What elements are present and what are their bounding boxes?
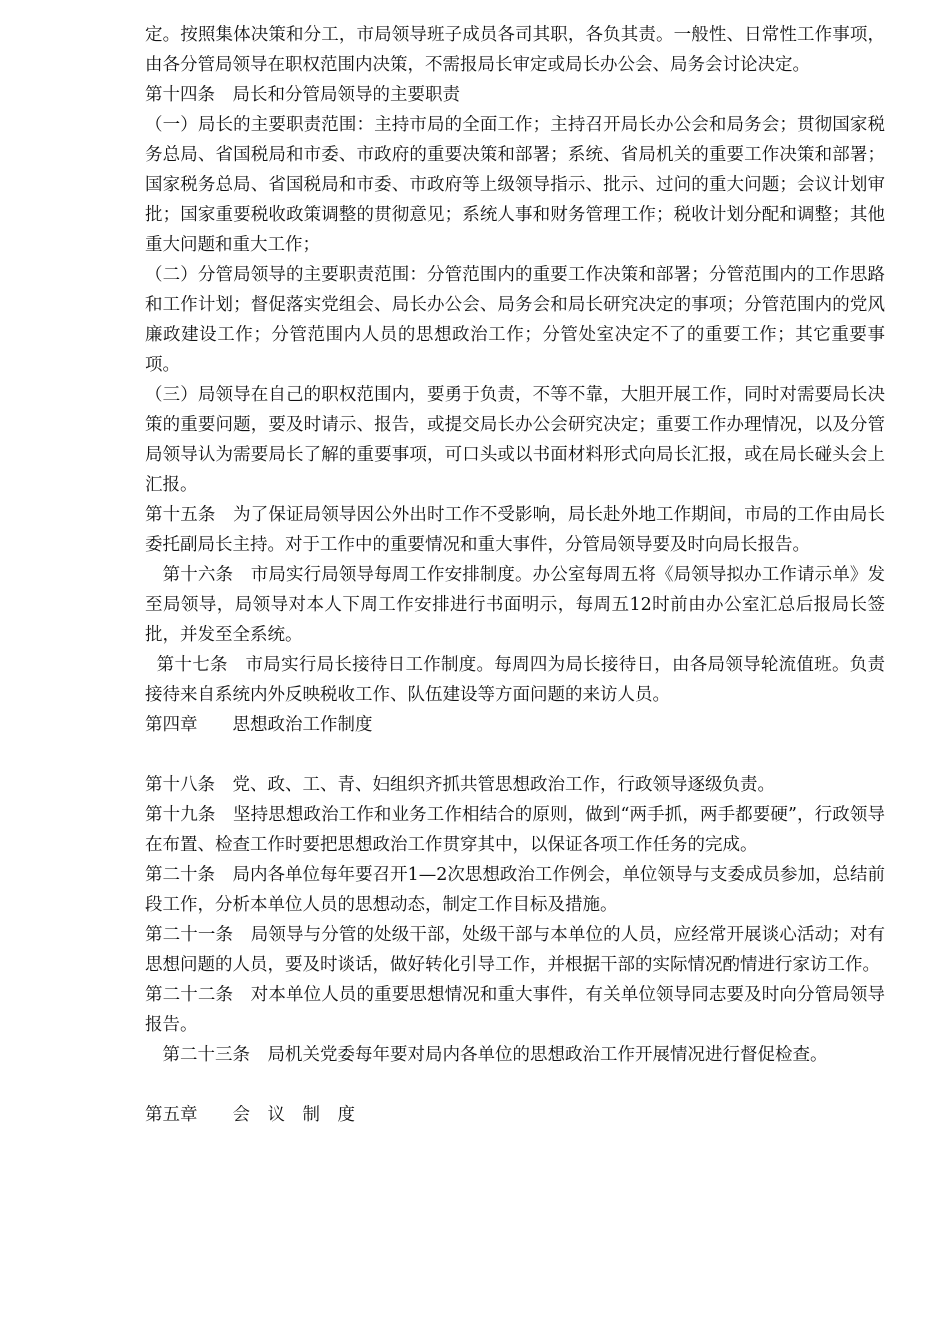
blank-line [145, 740, 885, 770]
article-19: 第十九条 坚持思想政治工作和业务工作相结合的原则，做到“两手抓，两手都要硬”，行政领导在布置、检查工作时要把思想政治工作贯穿其中，以保证各项工作任务的完成。 [145, 805, 885, 855]
article-23: 第二十三条 局机关党委每年要对局内各单位的思想政治工作开展情况进行督促检查。 [145, 1045, 828, 1065]
article-17: 第十七条 市局实行局长接待日工作制度。每周四为局长接待日，由各局领导轮流值班。负责接待来自系统内外反映税收工作、队伍建设等方面问题的来访人员。 [145, 655, 885, 705]
blank-line [145, 1070, 885, 1100]
paragraph-continuation: 定。按照集体决策和分工，市局领导班子成员各司其职，各负其责。一般性、日常性工作事项，由各分管局领导在职权范围内决策，不需报局长审定或局长办公会、局务会讨论决定。 [145, 25, 885, 75]
article-21: 第二十一条 局领导与分管的处级干部，处级干部与本单位的人员，应经常开展谈心活动；对有思想问题的人员，要及时谈话，做好转化引导工作，并根据干部的实际情况酌情进行家访工作。 [145, 925, 885, 975]
chapter-5-heading: 第五章 会 议 制 度 [145, 1105, 355, 1125]
article-14-heading: 第十四条 局长和分管局领导的主要职责 [145, 85, 460, 105]
article-20: 第二十条 局内各单位每年要召开1—2次思想政治工作例会，单位领导与支委成员参加，总结前段工作，分析本单位人员的思想动态，制定工作目标及措施。 [145, 865, 885, 915]
article-15: 第十五条 为了保证局领导因公外出时工作不受影响，局长赴外地工作期间，市局的工作由局长委托副局长主持。对于工作中的重要情况和重大事件，分管局领导要及时向局长报告。 [145, 505, 885, 555]
chapter-4-heading: 第四章 思想政治工作制度 [145, 715, 373, 735]
paragraph-director-duties: （一）局长的主要职责范围：主持市局的全面工作；主持召开局长办公会和局务会；贯彻国家税务总局、省国税局和市委、市政府的重要决策和部署；系统、省局机关的重要工作决策和部署；国家税务总局、省国税局和市委、市政府等上级领导指示、批示、过问的重大问题；会议计划审批；国家重要税收政策调整的贯彻意见；系统人事和财务管理工作；税收计划分配和调整；其他重大问题和重大工作； [145, 115, 885, 255]
article-22: 第二十二条 对本单位人员的重要思想情况和重大事件，有关单位领导同志要及时向分管局领导报告。 [145, 985, 885, 1035]
document-body [145, 20, 885, 1130]
paragraph-leader-authority: （三）局领导在自己的职权范围内，要勇于负责，不等不靠，大胆开展工作，同时对需要局长决策的重要问题，要及时请示、报告，或提交局长办公会研究决定；重要工作办理情况，以及分管局领导认为需要局长了解的重要事项，可口头或以书面材料形式向局长汇报，或在局长碰头会上汇报。 [145, 385, 885, 495]
article-16: 第十六条 市局实行局领导每周工作安排制度。办公室每周五将《局领导拟办工作请示单》发至局领导，局领导对本人下周工作安排进行书面明示，每周五12时前由办公室汇总后报局长签批，并发至全系统。 [145, 565, 885, 645]
paragraph-deputy-duties: （二）分管局领导的主要职责范围：分管范围内的重要工作决策和部署；分管范围内的工作思路和工作计划；督促落实党组会、局长办公会、局务会和局长研究决定的事项；分管范围内的党风廉政建设工作；分管范围内人员的思想政治工作；分管处室决定不了的重要工作；其它重要事项。 [145, 265, 885, 375]
article-18: 第十八条 党、政、工、青、妇组织齐抓共管思想政治工作，行政领导逐级负责。 [145, 775, 775, 795]
